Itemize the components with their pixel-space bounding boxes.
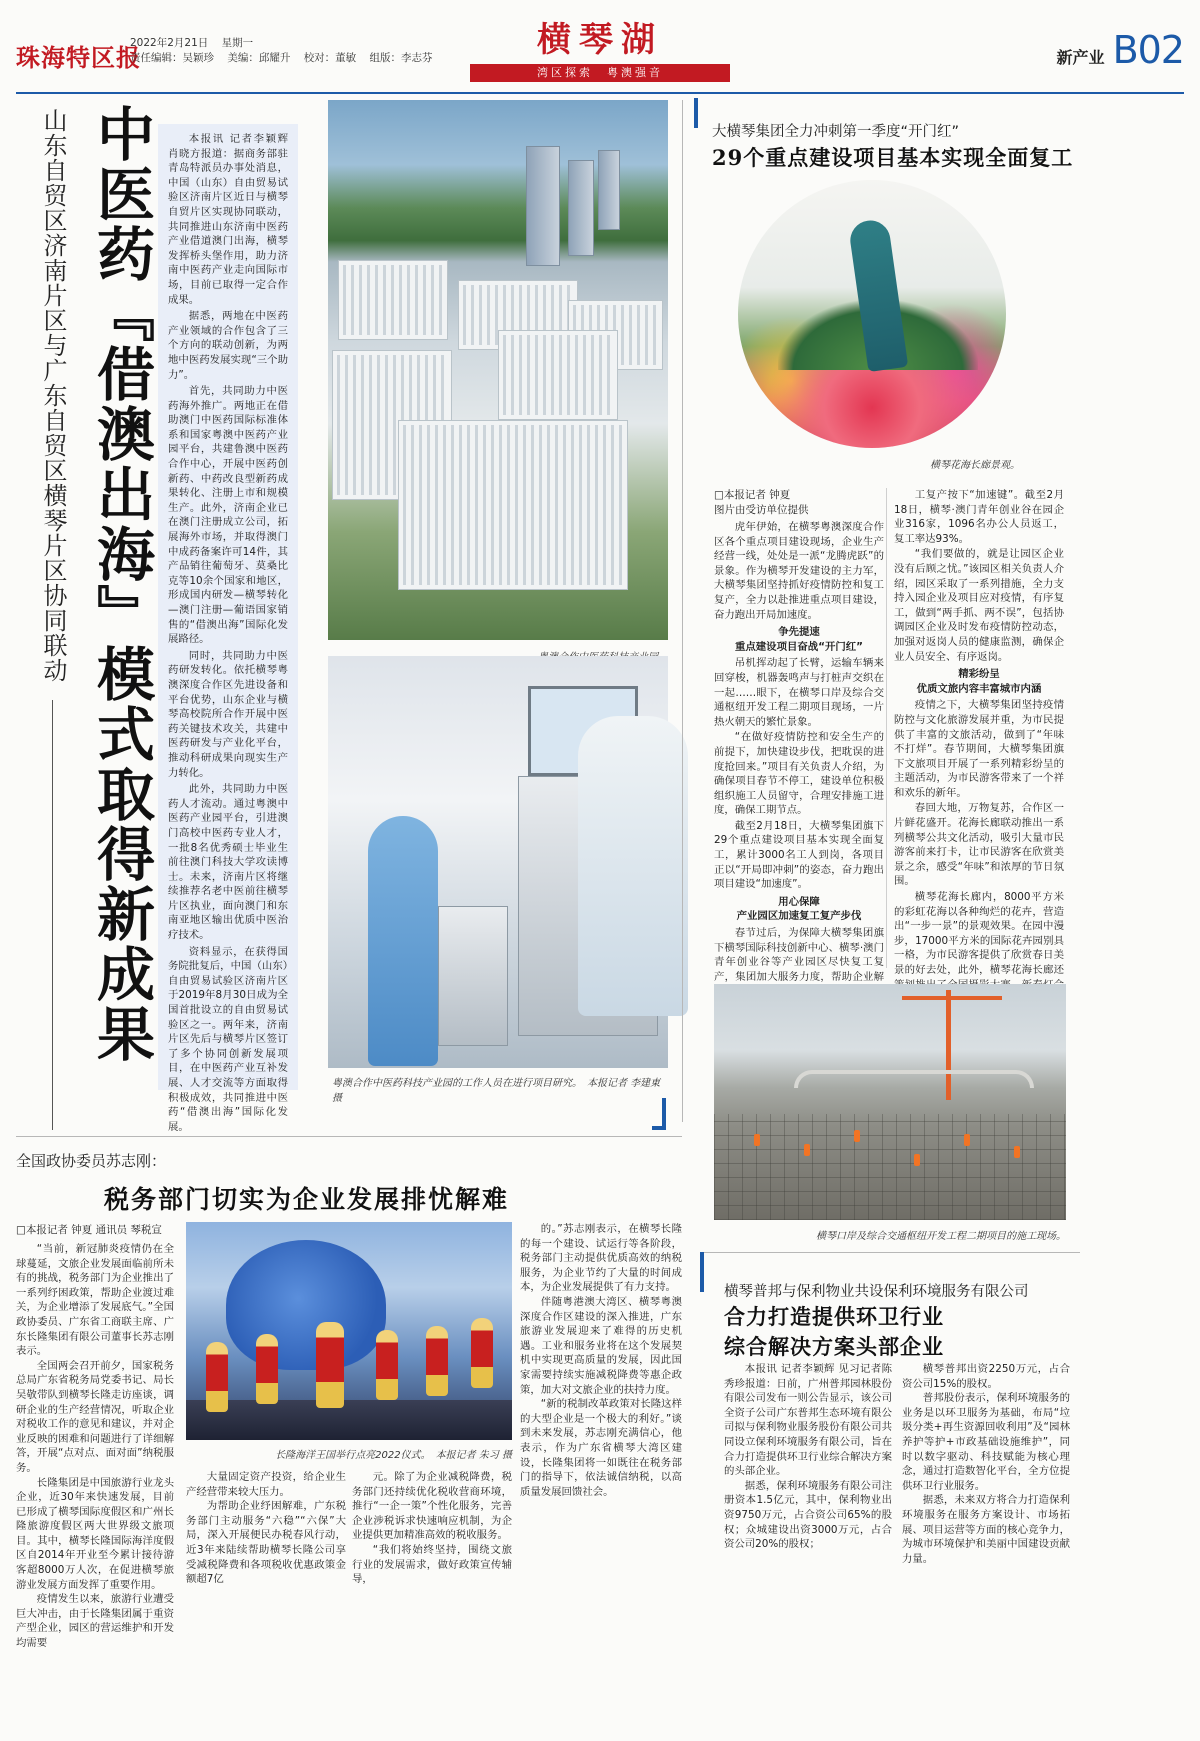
photo-tower — [526, 146, 560, 266]
photo-building — [338, 260, 448, 340]
page-number: B02 — [1112, 28, 1184, 72]
story3-paragraph: 据悉，保利环境服务有限公司注册资本1.5亿元，其中，保利物业出资9750万元，占合资公司65%的股权；众城建设出资3000万元，占合资公司20%的股权； — [724, 1479, 892, 1551]
masthead — [0, 0, 1200, 96]
story3-paragraph: 横琴普邦出资2250万元，占合资公司15%的股权。 — [902, 1363, 1070, 1390]
story4-paragraph: 为帮助企业纾困解难，广东税务部门主动服务“六稳”“六保”大局，深入开展便民办税春风行动，近3年来陆续帮助横琴长隆公司享受减税降费和各项税收优惠政策金额超7亿 — [186, 1500, 346, 1586]
story4-col2 — [186, 1470, 346, 1736]
photo-tower — [598, 150, 620, 230]
story4-paragraph: 全国两会召开前夕，国家税务总局广东省税务局党委书记、局长吴敬带队到横琴长隆走访座谈，调研企业的生产经营情况，听取企业对税收工作的意见和建议，并对企业反映的困难和问题进行了详细解答，开展“点对点、面对面”纳税服务。 — [16, 1359, 174, 1474]
story2-col2 — [894, 488, 1064, 976]
section-name: 新产业 — [1056, 48, 1105, 67]
photo-lab — [328, 656, 668, 1068]
photo-performer — [376, 1330, 398, 1400]
photo-performer — [471, 1318, 493, 1388]
photo-worker — [804, 1144, 810, 1156]
story3-kicker: 横琴普邦与保利物业共设保利环境服务有限公司 — [724, 1284, 1029, 1300]
story3-paragraph: 本报讯 记者李颖辉 见习记者陈秀珍报道：日前，广州普邦园林股份有限公司发布一则公告显示，该公司全资子公司广东普邦生态环境有限公司拟与保利物业服务股份有限公司共同设立保利环境服务有限公司，旨在合力打造提供环卫行业综合解决方案的头部企业。 — [724, 1363, 892, 1478]
lead-paragraph: 此外，共同助力中医药人才流动。通过粤澳中医药产业园平台，引进澳门高校中医药专业人才，一批8名优秀硕士毕业生前往澳门科技大学攻读博士。未来，济南片区将继续推荐名老中医前往横琴片区执业，面向澳门和东南亚地区输出优质中医治疗技术。 — [168, 783, 288, 942]
photo-performer — [426, 1326, 448, 1396]
blue-corner-mark — [652, 1098, 666, 1130]
column-divider — [886, 488, 887, 968]
story3-paragraph: 据悉，未来双方将合力打造保利环境服务在服务方案设计、市场拓展、项目运营等方面的核心竞争力，为城市环境保护和美丽中国建设贡献力量。 — [902, 1494, 1070, 1565]
story2-paragraph: 春节过后，为保障大横琴集团旗下横琴国际科技创新中心、横琴·澳门青年创业谷等产业园区尽快复工复产，集团加大服务力度，帮助企业解 — [714, 927, 884, 983]
story2-paragraph: 工复产按下“加速键”。截至2月18日，横琴·澳门青年创业谷在园企业316家，1096名办公人员返工，复工率达93%。 — [894, 489, 1064, 545]
photo-performer — [256, 1334, 278, 1404]
story3-headline-line2: 综合解决方案头部企业 — [724, 1334, 944, 1359]
issue-weekday: 星期一 — [221, 37, 254, 49]
caption-construction: 横琴口岸及综合交通枢纽开发工程二期项目的施工现场。 — [816, 1231, 1066, 1242]
story2-paragraph: “在做好疫情防控和安全生产的前提下，加快建设步伐，把耽误的进度抢回来。”项目有关负责人介绍，为确保项目春节不停工，建设单位积极组织施工人员留守，合理安排施工进度，确保工期节点。 — [714, 731, 884, 817]
column-divider — [682, 100, 683, 1122]
photo-performer — [206, 1342, 228, 1412]
photo-worker — [914, 1154, 920, 1166]
story2-col1 — [714, 520, 884, 983]
story3-headline-line1: 合力打造提供环卫行业 — [724, 1304, 944, 1329]
story4-paragraph: “新的税制改革政策对长隆这样的大型企业是一个极大的利好。”谈到未来发展，苏志刚充满信心，他表示，作为广东省横琴大湾区建设，长隆集团将一如既往在税务部门的指导下，依法诚信纳税，以高质量发展回馈社会。 — [520, 1398, 682, 1498]
brand-slogan: 湾区探索 粤澳强音 — [470, 64, 730, 82]
story2-paragraph: 横琴花海长廊内，8000平方米的彩虹花海以各种绚烂的花卉，营造出“一步一景”的景观效果。在园中漫步，17000平方米的国际花卉园别具一格，为市民游客提供了欣赏春日美景的好去处，此外，横琴花海长廊还 — [894, 891, 1064, 976]
photo-stage-ceremony — [186, 1222, 512, 1440]
photo-worker — [578, 716, 688, 1016]
layout-credit: 组版：李志芬 — [369, 52, 433, 64]
section-rule — [16, 1136, 682, 1137]
page-label — [1057, 28, 1184, 72]
photo-worker — [754, 1134, 760, 1146]
story2-paragraph: 疫情之下，大横琴集团坚持疫情防控与文化旅游发展并重，为市民提供了丰富的文旅活动，做到了“年味不打烊”。春节期间，大横琴集团旗下文旅项目开展了一系列精彩纷呈的主题活动，为市民游客带来了一个祥和欢乐的新年。 — [894, 699, 1064, 799]
photo-flower-corridor — [738, 180, 1006, 448]
story3-col2 — [902, 1362, 1070, 1734]
story4-paragraph: “当前，新冠肺炎疫情仍在全球蔓延，文旅企业发展面临前所未有的挑战，税务部门为企业推出了一系列纾困政策，帮助企业渡过难关，为企业增添了发展底气。”全国政协委员、广东省工商联主席、广东长隆集团有限公司董事长苏志刚表示。 — [16, 1243, 174, 1358]
caption-lab: 粤澳合作中医药科技产业园的工作人员在进行项目研究。 本报记者 李建東 摄 — [332, 1078, 661, 1104]
story4-paragraph: 长隆集团是中国旅游行业龙头企业，近30年来快速发展，目前已形成了横琴国际度假区和广州长隆旅游度假区两大世界级文旅项目。其中，横琴长隆国际海洋度假区自2014年开业至今累计接待游客超8000万人次，在促进横琴旅游业发展方面发挥了重要作用。 — [16, 1476, 174, 1591]
photo-construction — [714, 984, 1066, 1220]
designer-credit: 美编：邱耀升 — [227, 52, 291, 64]
issue-date: 2022年2月21日 — [130, 37, 209, 49]
caption-stage: 长隆海洋王国举行点亮2022仪式。 本报记者 朱习 摄 — [275, 1450, 512, 1461]
edition-meta — [130, 36, 443, 66]
accent-bar — [700, 1252, 704, 1292]
story3-col1 — [724, 1362, 892, 1734]
photo-machine — [438, 906, 508, 1046]
story4-headline: 税务部门切实为企业发展排忧解难 — [104, 1185, 510, 1214]
story3-headline — [724, 1302, 944, 1362]
photo-tower — [568, 160, 594, 256]
photo-worker — [854, 1130, 860, 1142]
story4-paragraph: 大量固定资产投资，给企业生产经营带来较大压力。 — [186, 1471, 346, 1498]
story4-col1 — [16, 1242, 174, 1736]
photo-performer — [316, 1322, 344, 1408]
lead-paragraph: 同时，共同助力中医药研发转化。依托横琴粤澳深度合作区先进设备和平台优势，山东企业与横琴高校院所合作开展中医药关键技术攻关，共建中医药研发与产业化平台，推动科研成果向现实生产力转化。 — [168, 649, 288, 779]
story2-subhead: 争先提速 重点建设项目奋战“开门红” — [735, 626, 863, 653]
story4-paragraph: “我们将始终坚持，围绕文旅行业的发展需求，做好政策宣传辅导， — [352, 1543, 512, 1586]
photo-crane-arm — [902, 996, 1002, 1000]
story4-paragraph: 伴随粤港澳大湾区、横琴粤澳深度合作区建设的深入推进，广东旅游业发展迎来了难得的历史机遇。工业和服务业将在这个发展契机中实现更高质量的发展，因此国家需要持续实施减税降费等惠企政策，加大对文旅企业的扶持力度。 — [520, 1295, 682, 1396]
photo-overpass — [794, 1070, 1034, 1088]
story2-paragraph: 虎年伊始，在横琴粤澳深度合作区各个重点项目建设现场，企业生产经营一线，处处是一派“龙腾虎跃”的景象。作为横琴开发建设的主力军，大横琴集团坚持抓好疫情防控和复工复产，全力以赴推进重点项目建设，奋力跑出开局加速度。 — [714, 521, 884, 621]
photo-building — [398, 420, 628, 590]
story2-subhead: 用心保障 产业园区加速复工复产步伐 — [736, 895, 862, 923]
section-rule — [700, 1252, 1080, 1253]
story2-reporter: □本报记者 钟夏 — [714, 489, 791, 501]
photo-rebar-grid — [714, 1114, 1066, 1220]
lead-paragraph: 据悉，两地在中医药产业领域的合作包含了三个方向的联动创新，为两地中医药发展实现“三个助力”。 — [168, 310, 288, 381]
story2-kicker: 大横琴集团全力冲刺第一季度“开门红” — [712, 124, 960, 140]
story2-paragraph: “我们要做的，就是让园区企业没有后顾之忧。”该园区相关负责人介绍，园区采取了一系列措施，全力支持入园企业及项目应对疫情，有序复工，做到“两手抓、两不误”，包括协调园区企业及时发布疫情防控动态，加强对返岗人员的健康监测，确保企业人员安全、有序返岗。 — [894, 548, 1064, 663]
lead-body — [158, 124, 298, 1133]
story4-paragraph: 的。”苏志刚表示，在横琴长隆的每一个建设、试运行等各阶段，税务部门主动提供优质高效的纳税服务，为企业节约了大量的时间成本，为企业发展提供了有力支持。 — [520, 1223, 682, 1294]
lead-headline: 中医药『借澳出海』模式取得新成果 — [87, 104, 155, 1064]
story4-paragraph: 元。除了为企业减税降费，税务部门还持续优化税收营商环境，推行“一企一策”个性化服务，完善企业涉税诉求快速响应机制，为企业提供更加精准高效的税收服务。 — [352, 1471, 512, 1542]
lead-paragraph: 本报讯 记者李颖辉 肖晓方报道：据商务部驻青岛特派员办事处消息，中国（山东）自由贸易试验区济南片区近日与横琴自贸片区实现协同联动，共同推进山东济南中医药产业借道澳门出海，横琴发挥桥头堡作用，助力济南中医药产业走向国际市场，目前已取得一定合作成果。 — [168, 133, 288, 306]
subtitle-rule — [52, 700, 53, 1130]
story2-subhead: 精彩纷呈 优质文旅内容丰富城市内涵 — [916, 668, 1042, 695]
masthead-rule — [16, 92, 1184, 94]
story4-paragraph: 疫情发生以来，旅游行业遭受巨大冲击，由于长隆集团属于重资产型企业，园区的营运维护和开发均需要 — [16, 1593, 174, 1650]
lead-paragraph: 资料显示，在获得国务院批复后，中国（山东）自由贸易试验区济南片区于2019年8月30日成为全国首批设立的自由贸易试验区之一。两年来，济南片区先后与横琴片区签订了多个协同创新发展项目，在中医药产业互补发展、人才交流等方面取得积极成效，共同推进中医药“借澳出海”国际化发展。 — [168, 945, 288, 1133]
lead-paragraph: 首先，共同助力中医药海外推广。两地正在借助澳门中医药国际标准体系和国家粤澳中医药产业园平台，共建鲁澳中医药合作中心，开展中医药创新药、中药改良型新药成果转化、注册上市和规模生产。此外，济南企业已在澳门注册成立公司，拓展海外市场，并取得澳门中成药备案许可14件，其产品销往葡萄牙、莫桑比克等10余个国家和地区，形成国内研发—横琴转化—澳门注册—葡语国家销售的“借澳出海”国际化发展路径。 — [168, 385, 288, 646]
section-brand — [470, 18, 730, 82]
proofreader-credit: 校对：董敏 — [303, 52, 357, 64]
photo-worker — [1014, 1146, 1020, 1158]
accent-bar — [694, 98, 698, 128]
story4-col4 — [520, 1222, 682, 1736]
photo-worker — [368, 816, 438, 1066]
story2-paragraph: 吊机挥动起了长臂，运输车辆来回穿梭，机器轰鸣声与打桩声交织在一起……眼下，在横琴口岸及综合交通枢纽开发工程二期项目现场，一片热火朝天的繁忙景象。 — [714, 657, 884, 728]
photo-worker — [964, 1134, 970, 1146]
story2-byline — [714, 488, 809, 518]
caption-flower: 横琴花海长廊景观。 — [930, 460, 1020, 471]
story3-paragraph: 普邦股份表示，保利环境服务的业务是以环卫服务为基础，布局“垃圾分类+再生资源回收利用”及“园林养护等护+市政基础设施维护”，同时以数字驱动、科技赋能为核心理念，通过打造数智化平台，全方位提供环卫行业服务。 — [902, 1392, 1070, 1492]
story4-byline: □本报记者 钟夏 通讯员 琴税宣 — [16, 1224, 162, 1236]
photo-aerial-campus — [328, 100, 668, 640]
story2-headline: 29个重点建设项目基本实现全面复工 — [712, 145, 1074, 170]
story4-kicker: 全国政协委员苏志刚： — [16, 1152, 167, 1170]
editor-credit: 责任编辑：吴颖珍 — [130, 52, 214, 64]
story2-paragraph: 截至2月18日，大横琴集团旗下29个重点建设项目基本实现全面复工，累计3000名工人到岗，各项目正以“开局即冲刺”的姿态，奋力跑出项目建设“加速度”。 — [714, 819, 884, 891]
story2-photo-credit: 图片由受访单位提供 — [714, 504, 809, 516]
photo-stage-floor — [186, 1400, 512, 1440]
lead-subtitle: 山东自贸区济南片区与广东自贸区横琴片区协同联动 — [39, 108, 67, 683]
story4-col3 — [352, 1470, 512, 1736]
photo-building — [498, 330, 618, 420]
paper-logo: 珠海特区报 — [16, 43, 141, 72]
story2-paragraph: 春回大地，万物复苏，合作区一片鲜花盛开。花海长廊联动推出一系列横琴公共文化活动，吸引大量市民游客前来打卡，让市民游客在欣赏美景之余，感受“年味”和浓厚的节日氛围。 — [894, 802, 1064, 888]
photo-mascot — [226, 1240, 386, 1370]
brand-title: 横琴湖 — [537, 20, 663, 60]
